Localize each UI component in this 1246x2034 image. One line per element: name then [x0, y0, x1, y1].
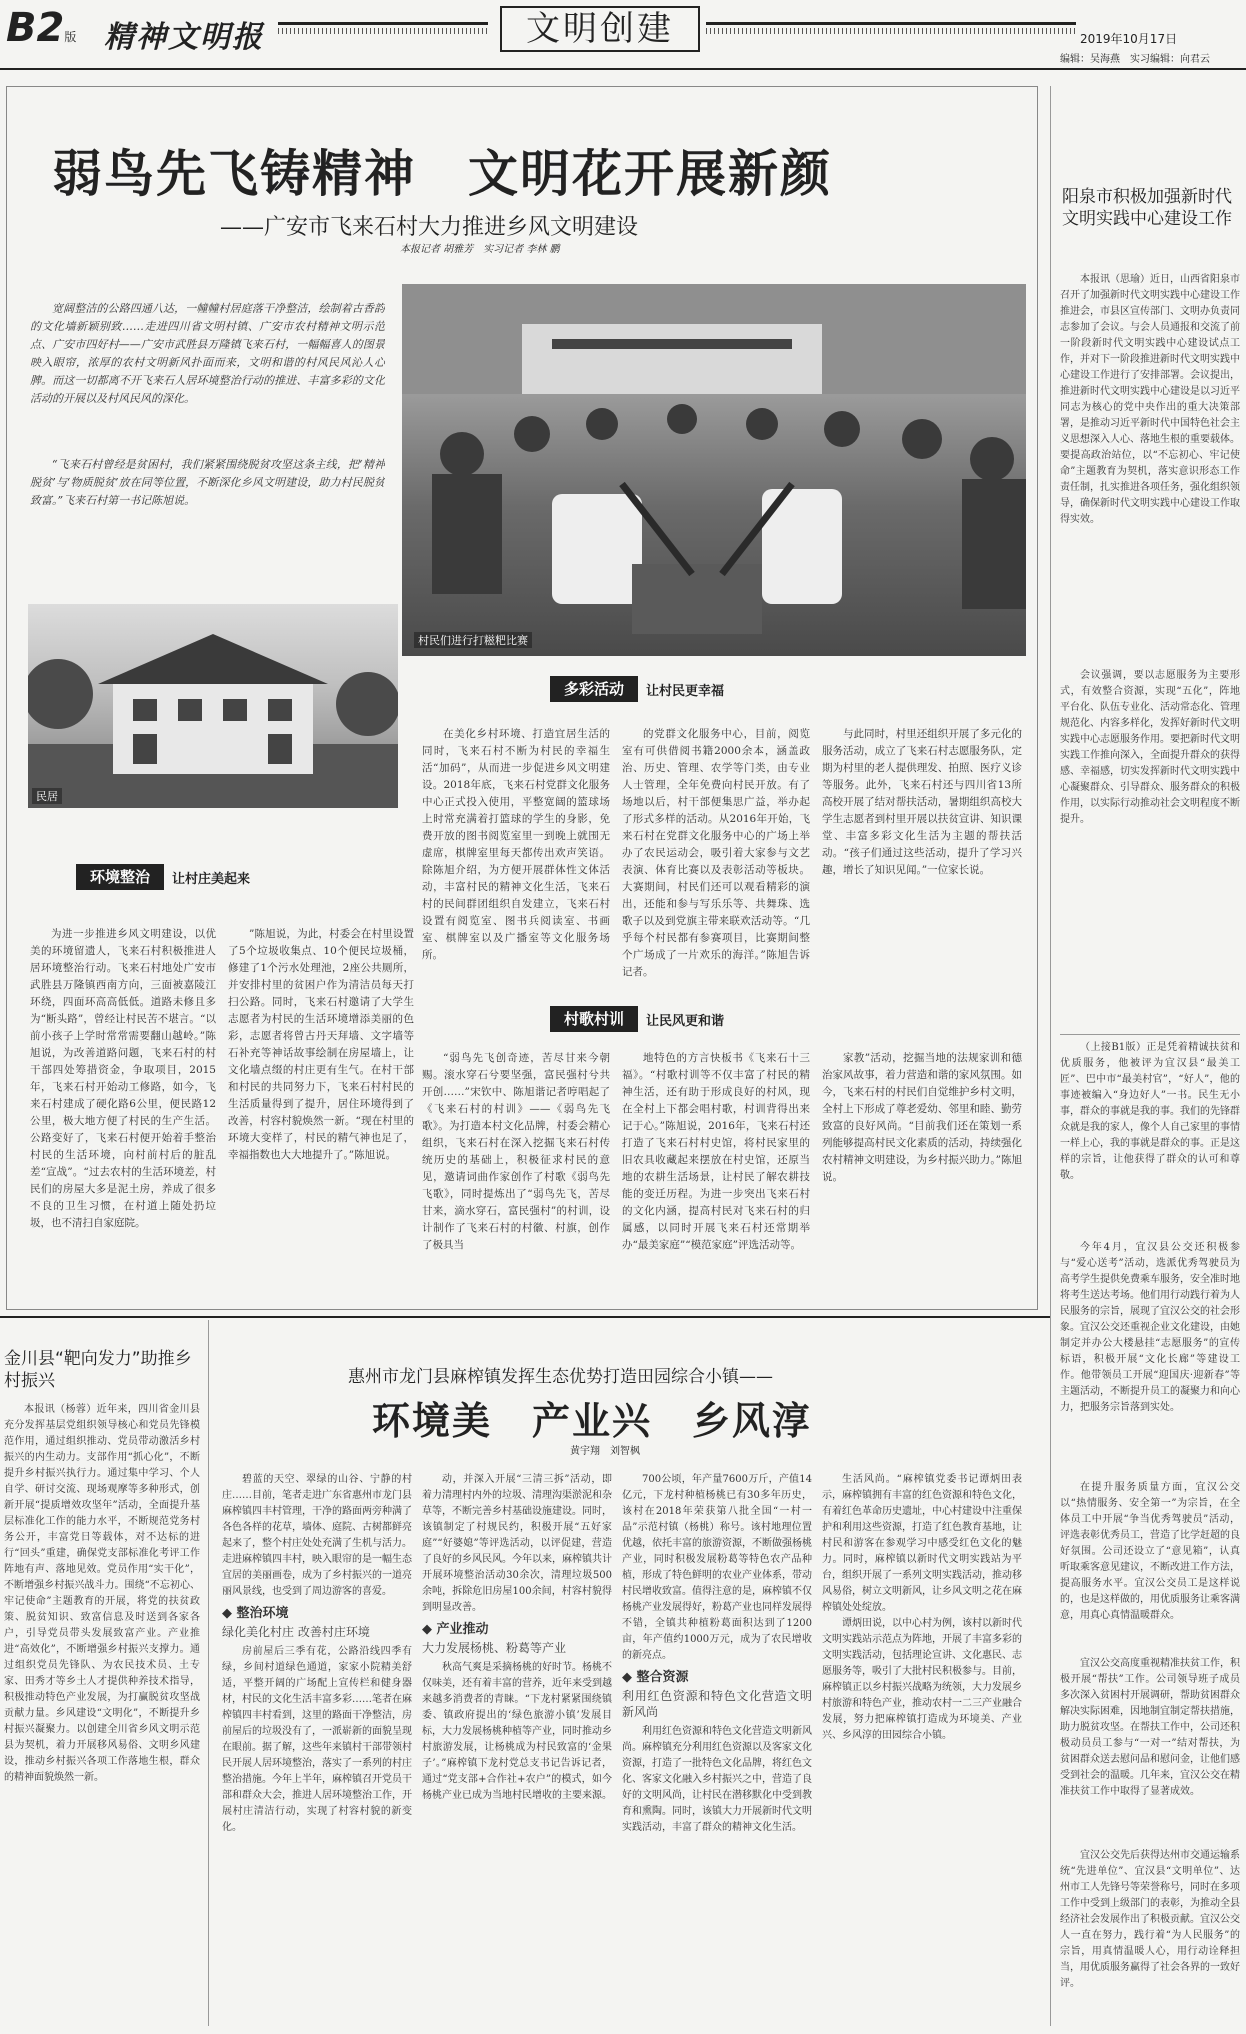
section-tag-label: 多彩活动: [550, 676, 638, 702]
right-body-4: [1060, 1240, 1240, 1480]
right-paragraph-4: 今年4月，宜汉县公交还积极参与“爱心送考”活动，选派优秀驾驶员为高考学生提供免费乘车服务，安全准时地将考生送达考场。他们用行动践行着为人民服务的宗旨，展现了宜汉公交的社会形象。宜汉公交还重视企业文化建设，由她制定并办公大楼悬挂“志愿服务”的宣传标语，积极开展“文化长廊”等建设工作。他带领员工开展“迎国庆·迎新春”等主题活动，不断提升员工的凝聚力和向心力，把服务宗旨落到实处。: [1060, 1242, 1240, 1413]
lower-left-rule: [208, 1320, 209, 2026]
bottom-kicker: 惠州市龙门县麻榨镇发挥生态优势打造田园综合小镇——: [348, 1367, 773, 1387]
main-byline: 本报记者 胡雅芳 实习记者 李林 鹏: [400, 244, 560, 255]
right-body-5: [1060, 1480, 1240, 1656]
env-column-1: [30, 926, 216, 1296]
section-tag-environment: [76, 864, 250, 890]
activities-paragraph-1: 在美化乡村环境、打造宜居生活的同时，飞来石村不断为村民的幸福生活“加码”，从而进一步促进乡风文明建设。2018年底，飞来石村党群文化服务中心正式投入使用，平整宽阔的篮球场上时常充满着打篮球的学生的身影，免费开放的图书阅览室里一到晚上就围无虚席，棋牌室里每天都传出欢声笑语。除陈旭介绍，为方便开展群体性文体活动，丰富村民的精神文化生活，飞来石村的民间群团组织自发建立，飞来石村设置有阅览室、图书兵阅读室、书画室、棋牌室以及广播室等文化服务场所。: [422, 728, 610, 961]
bottom-col1-paragraph-2: 房前屋后三季有花，公路沿线四季有绿，乡间村道绿色通道，家家小院精美舒适，平整开阔的广场配上宣传栏和健身器材，村民的文化生活丰富多彩……笔者在麻榨镇四丰村看到，这里的路面干净整洁，房前屋后的垃圾没有了，一派崭新的面貌呈现在眼前。据了解，这些年来镇村干部带领村民开展人居环境整治，落实了一系列的村庄整治措施。今年上半年，麻榨镇召开党员干部和群众大会，推进人居环境整治工作，开展村庄清洁行动，实现了村容村貌的新变化。: [222, 1646, 412, 1833]
bottom-col4-paragraph-1: 生活风尚。“麻榨镇党委书记谭炳田表示，麻榨镇拥有丰富的红色资源和特色文化，有着红色革命历史遗址，中心村建设中注重保护和利用这些资源，打造了红色教育基地，让村民和游客在参观学习中感受红色文化的魅力。同时，麻榨镇以新时代文明实践站为平台，组织开展了一系列文明实践活动，推动移风易俗，树立文明新风，让乡风文明之花在麻榨镇处处绽放。: [822, 1474, 1022, 1613]
activities-paragraph-3: 与此同时，村里还组织开展了多元化的服务活动，成立了飞来石村志愿服务队，定期为村里的老人提供理发、拍照、医疗义诊等服务。此外，飞来石村还与四川省13所高校开展了结对帮扶活动，暑期组织高校大学生志愿者到村里开展以扶贫宣讲、知识课堂、丰富多彩文化生活为主题的帮扶活动。“孩子们通过这些活动，提升了学习兴趣，增长了知识见闻。”一位家长说。: [822, 728, 1022, 876]
right-body-7: [1060, 1848, 1240, 2024]
right-body-6: [1060, 1656, 1240, 1848]
main-lead: [30, 300, 385, 450]
bottom-subhead-1-line: 绿化美化村庄 改善村庄环境: [222, 1625, 370, 1639]
main-lead-2: [30, 456, 385, 540]
bottom-column-1: [222, 1472, 412, 2022]
env-paragraph-2: ”陈旭说，为此，村委会在村里设置了5个垃圾收集点、10个便民垃圾桶，修建了1个污水处理池，2座公共厕所，并安排村里的贫困户作为清洁员每天打扫公路。同时，飞来石村邀请了大学生志愿者为村民的生活环境增添美丽的色彩，志愿者将曾古丹天拜墙、文字墙等石补充等神话故事绘制在房屋墙上，让文化墙点缀的村庄更有生气。在村干部和村民的共同努力下，飞来石村村民的生活质量得到了提升，居住环境得到了改善，村容村貌焕然一新。“现在村里的环境大变样了，村民的精气神也足了，幸福指数也大大地提升了。”陈旭说。: [228, 928, 414, 1161]
bottom-subhead-2-text: 产业推动: [436, 1622, 489, 1637]
lower-rule: [0, 1316, 1050, 1318]
right-paragraph-7: 宜汉公交先后获得达州市交通运输系统“先进单位”、宜汉县“文明单位”、达州市工人先锋号等荣誉称号，同时在多项工作中受到上级部门的表彰，为推动全县经济社会发展作出了积极贡献。宜汉公交人一直在努力，践行着“为人民服务”的宗旨，用真情温暖人心，用行动诠释担当，用优质服务赢得了社会各界的一致好评。: [1060, 1850, 1240, 1989]
issue-date: 2019年10月17日: [1080, 32, 1178, 46]
photo2-caption: 民居: [32, 788, 62, 804]
bottom-subhead-3: ◆ 整合资源: [622, 1670, 689, 1685]
bottom-subhead-2-line: 大力发展杨桃、粉葛等产业: [422, 1641, 567, 1655]
right-body-1: [1060, 272, 1240, 668]
bottom-byline: 黄宇翔 刘智枫: [570, 1446, 640, 1457]
header-rule-right: [706, 22, 1076, 25]
main-headline: 弱鸟先飞铸精神 文明花开展新颜: [52, 144, 832, 203]
left-headline: 金川县“靶向发力”助推乡村振兴: [4, 1349, 192, 1391]
bottom-column-4: [822, 1472, 1022, 2022]
header-rule-left: [278, 22, 488, 25]
activities-column-2: [622, 726, 810, 996]
house-illustration: [28, 604, 398, 808]
page-code: B2: [6, 5, 65, 51]
bottom-col2-paragraph-2: 秋高气爽是采摘杨桃的好时节。杨桃不仅味美，还有着丰富的营养，近年来受到越来越多消费者的青睐。“下龙村紧紧围绕镇委、镇政府提出的‘绿色旅游小镇’发展目标，大力发展杨桃种植等产业，同时推动乡村旅游发展，让杨桃成为村民致富的‘金果子’。”麻榨镇下龙村党总支书记告诉记者，通过“党支部+合作社+农户”的模式，如今杨桃产业已成为当地村民增收的主要来源。: [422, 1662, 612, 1801]
header-hatch: [278, 28, 488, 34]
lead-paragraph-2: “飞来石村曾经是贫困村，我们紧紧围绕脱贫攻坚这条主线，把‘精神脱贫’与‘物质脱贫’放在同等位置，不断深化乡风文明建设，助力村民脱贫致富。”飞来石村第一书记陈旭说。: [30, 458, 385, 507]
section-tag-sub: 让村庄美起来: [172, 871, 251, 887]
bottom-subhead-2: ◆ 产业推动: [422, 1622, 489, 1637]
song-column-1: [422, 1050, 610, 1300]
section-tag-sub: 让民风更和谐: [646, 1013, 725, 1029]
page-header: [0, 0, 1246, 68]
right-paragraph-5: 在提升服务质量方面，宜汉公交以“热情服务、安全第一”为宗旨，在全体员工中开展“争当优秀驾驶员”活动，评选表彰优秀员工，营造了比学赶超的良好氛围。公司还设立了“意见箱”，认真听取乘客意见建议，不断改进工作方法，提高服务水平。宜汉公交员工是这样说的，也是这样做的，用优质服务让乘客满意，用真心真情温暖群众。: [1060, 1482, 1240, 1621]
section-tag-activities: [550, 676, 724, 702]
right-headline: 阳泉市积极加强新时代文明实践中心建设工作: [1062, 187, 1232, 229]
page-code-suffix: 版: [64, 30, 77, 44]
song-paragraph-3: 家教”活动，挖掘当地的法规家训和德治家风故事，着力营造和谐的家风氛围。如今，飞来石村的村民们自觉维护乡村文明，全村上下形成了尊老爱幼、邻里和睦、勤劳致富的良好风尚。“目前我们还在策划一系列能够提高村民文化素质的活动，持续强化农村精神文明建设，为乡村振兴助力。”陈旭说。: [822, 1052, 1022, 1183]
bottom-col3-paragraph-2: 利用红色资源和特色文化营造文明新风尚。麻榨镇充分利用红色资源以及客家文化资源，打造了一批特色文化品牌，将红色文化、客家文化融入乡村振兴之中，营造了良好的文明风尚，让村民在潜移默化中受到教育和熏陶。同时，该镇大力开展新时代文明实践活动，丰富了群众的精神文化生活。: [622, 1726, 812, 1833]
bottom-column-3: [622, 1472, 812, 2022]
editors: 编辑：吴海燕 实习编辑：向君云: [1060, 54, 1210, 65]
song-paragraph-2: 地特色的方言快板书《飞来石十三福》。“村歌村训等不仅丰富了村民的精神生活，还有助于形成良好的村风，现在全村上下都会唱村歌，村训背得出来记于心。”陈旭说，2016年，飞来石村还打造了飞来石村村史馆，将村民家里的旧农具收藏起来摆放在村史馆，还原当地的农耕生活场景，让村民了解农耕技能的变迁历程。为进一步突出飞来石村的文化内涵，提高村民对飞来石村的归属感，以同时开展飞来石村还常期举办“最美家庭”“模范家庭”评选活动等。: [622, 1052, 810, 1251]
paper-name: 精神文明报: [104, 20, 264, 55]
activities-column-1: [422, 726, 610, 996]
photo1-caption: 村民们进行打糍粑比赛: [414, 632, 532, 648]
lead-paragraph-1: 宽阔整洁的公路四通八达，一幢幢村居庭落干净整洁，绘制着古香韵的文化墙新颖别致……走进四川省文明村镇、广安市农村精神文明示范点、广安市四好村——广安市武胜县万隆镇飞来石村，一幅幅喜人的图景映入眼帘，浓厚的农村文明新风扑面而来，文明和谐的村风民风沁人心脾。而这一切都离不开飞来石人居环境整治行动的推进、丰富多彩的文化活动的开展以及村风民风的深化。: [30, 302, 385, 405]
bottom-col2-paragraph-1: 动，并深入开展“三清三拆”活动，即着力清理村内外的垃圾、清理沟渠淤泥和杂草等，不断完善乡村基础设施建设。同时，该镇制定了村规民约，积极开展“五好家庭”“好婆媳”等评选活动，以评促建，营造了良好的乡风民风。今年以来，麻榨镇共计开展环境整治活动30余次，清理垃圾500余吨，拆除危旧房屋100余间，村容村貌得到明显改善。: [422, 1474, 612, 1613]
left-body: [4, 1402, 200, 2022]
bottom-subhead-1-text: 整治环境: [236, 1606, 289, 1621]
left-paragraph: 本报讯（杨蓉）近年来，四川省金川县充分发挥基层党组织领导核心和党员先锋模范作用，通过组织推动、党员带动激活乡村振兴的内生动力。支部作用“抓心化”，不断提升乡村振兴执行力。通过集中学习、个人自学、研讨交流、现场观摩等多种形式，创新开展“提质增效攻坚年”活动，全面提升基层标准化工作的能力水平，不断规范党务村务公开，丰富党日等载体，对不达标的进行“回头”重建，确保党支部标准化考评工作阵地有声、落地见效。党员作用“实干化”，不断增强乡村振兴战斗力。围绕“不忘初心、牢记使命”主题教育的开展，将党的扶贫政策、脱贫知识、致富信息及时送到各家各户，引导党员带头发展致富产业。产业推进“高效化”，不断增强乡村振兴支撑力。通过组织党员先锋队、为农民技术员、土专家、田秀才等乡土人才提供种养技术指导，积极推动特色产业发展，为打赢脱贫攻坚战贡献力量。乡风建设“文明化”，不断提升乡村振兴凝聚力。以创建全川省乡风文明示范县为契机，着力开展移风易俗、文明乡风建设，推动乡村振兴各项工作落地生根，群众的精神面貌焕然一新。: [4, 1404, 200, 1783]
song-paragraph-1: “弱鸟先飞创奇迹，苦尽甘来今朝赐。滚水穿石兮要坚强，富民强村兮共开创……”宋钦中、陈旭谐记者哼唱起了《飞来石村的村训》——《弱鸟先飞歌》。为打造本村文化品牌，村委会精心组织，飞来石村在深入挖掘飞来石村传统历史的基础上，积极征求村民的意见，邀请词曲作家创作了村歌《弱鸟先飞歌》，同时提炼出了“弱鸟先飞，苦尽甘来，滴水穿石，富民强村”的村训，设计制作了飞来石村的村徽、村旗，创作了极具当: [422, 1052, 610, 1251]
right-paragraph-6: 宜汉公交高度重视精准扶贫工作，积极开展“帮扶”工作。公司领导班子成员多次深入贫困村开展调研，帮助贫困群众解决实际困难，因地制宜制定帮扶措施，助力脱贫攻坚。在帮扶工作中，公司还积极动员员工参与“一对一”结对帮扶，为贫困群众送去慰问品和慰问金，让他们感受到社会的温暖。几年来，宜汉公交在精准扶贫工作中取得了显著成效。: [1060, 1658, 1240, 1797]
bottom-col4-paragraph-2: 谭炳田说，以中心村为例，该村以新时代文明实践站示范点为阵地，开展了丰富多彩的文明实践活动，包括理论宣讲、文化惠民、志愿服务等，吸引了大批村民积极参与。目前，麻榨镇正以乡村振兴战略为统领，大力发展乡村旅游和特色产业，推动农村一二三产业融合发展，努力把麻榨镇打造成为环境美、产业兴、乡风淳的田园综合小镇。: [822, 1618, 1022, 1741]
bottom-subhead-3-text: 整合资源: [636, 1670, 689, 1685]
song-column-3: [822, 1050, 1022, 1300]
photo-village-house: [28, 604, 398, 808]
right-body-2: [1060, 668, 1240, 1028]
right-column-rule: [1050, 86, 1051, 2026]
env-paragraph-1: 为进一步推进乡风文明建设，以优美的环境留遗人，飞来石村积极推进人居环境整治行动。飞来石村地处广安市武胜县万隆镇西南方向，三面被嘉陵江环绕，四面环高高低低。道路未修且多为“断头路”，曾经让村民苦不堪言。“以前小孩子上学时常常需要翻山越岭。”陈旭说，为改善道路问题，飞来石村的村干部四处筹措资金，争取项目，2015年，飞来石村开始动工修路，如今，飞来石村建成了硬化路6公里，便民路12公里，极大地方便了村民的生产生活。公路变好了，飞来石村便开始着手整治村民的生活环境，向村前村后的脏乱差“宣战”。“过去农村的生活环境差，村民们的房屋大多是泥土房，养成了很多不良的卫生习惯，在村道上随处扔垃圾，也不清扫自家庭院。: [30, 928, 216, 1229]
photo-rice-cake-competition: [402, 284, 1026, 656]
header-bottom-rule: [0, 68, 1246, 70]
right-paragraph-2: 会议强调，要以志愿服务为主要形式，有效整合资源，实现“五化”，阵地平台化、队伍专业化、活动常态化、管理规范化、内容多样化，发挥好新时代文明实践中心志愿服务作用。要把新时代文明实践工作推向深入，全面提升群众的获得感、幸福感，切实发挥新时代文明实践中心凝聚群众、引导群众、服务群众的积极作用，以实际行动推动社会文明程度不断提升。: [1060, 670, 1240, 825]
song-column-2: [622, 1050, 810, 1300]
bottom-headline: 环境美 产业兴 乡风淳: [372, 1398, 813, 1443]
right-paragraph-3: （上接B1版）正是凭着精诚扶贫和优质服务，他被评为宜汉县“最美工匠”、巴中市“最美村官”，“好人”，他的事迹被编入“身边好人”一书。民生无小事，群众的事就是我的事。我们的先锋群众就是我的家人，像个人自己家里的事情一样上心，我的事就是群众的事。正是这样的宗旨，让他获得了群众的认可和尊敬。: [1060, 1042, 1240, 1181]
right-paragraph-1: 本报讯（思瑜）近日，山西省阳泉市召开了加强新时代文明实践中心建设工作推进会，市县区宣传部门、文明办负责同志参加了会议。与会人员通报和交流了前一阶段新时代文明实践中心建设试点工作，并对下一阶段推进新时代文明实践中心建设工作进行了安排部署。会议提出，推进新时代文明实践中心建设是以习近平同志为核心的党中央作出的重大决策部署，是推动习近平新时代中国特色社会主义思想深入人心、落地生根的重要载体。要提高政治站位，以“不忘初心、牢记使命”主题教育为契机，落实意识形态工作责任制，扎实推进各项任务，强化组织领导，确保新时代文明实践中心建设工作取得实效。: [1060, 274, 1240, 525]
section-tag-village-song: [550, 1006, 724, 1032]
bottom-col3-paragraph-1: 700公顷，年产量7600万斤，产值14亿元，下龙村种植杨桃已有30多年历史，该村在2018年荣获第八批全国“一村一品”示范村镇（杨桃）称号。该村地理位置优越，依托丰富的旅游资源，不断做强杨桃产业，同时积极发展粉葛等特色农产品种植，形成了特色鲜明的农业产业体系，带动村民增收致富。值得注意的是，麻榨镇不仅杨桃产业发展得好，粉葛产业也同样发展得不错，全镇共种植粉葛面积达到了1200亩，年产值约1000万元，成为了农民增收的新亮点。: [622, 1474, 812, 1661]
activities-paragraph-2: 的党群文化服务中心，目前，阅览室有可供借阅书籍2000余本，涵盖政治、历史、管理、农学等门类，由专业人士管理，全年免费向村民开放。有了场地以后，村干部便集思广益，举办起了形式多样的活动。从2016年开始，飞来石村在党群文化服务中心的广场上举办了农民运动会，吸引着大家参与文艺表演、体育比赛以及表彰活动等板块。大赛期间，村民们还可以观看精彩的演出，还能和参与写乐乐等、共舞珠、选歌子以及到党旗主带来联欢活动等。“几乎每个村民都有参赛项目，比赛期间整个广场成了一片欢乐的海洋。”陈旭告诉记者。: [622, 728, 810, 978]
activities-column-3: [822, 726, 1022, 996]
bottom-column-2: [422, 1472, 612, 2022]
section-tag-label: 村歌村训: [550, 1006, 638, 1032]
bottom-col1-paragraph-1: 碧蓝的天空、翠绿的山谷、宁静的村庄……目前，笔者走进广东省惠州市龙门县麻榨镇四丰村管理，干净的路面两旁种满了各色各样的花草，墙体、庭院、古树都鲜亮起来了，整个村庄处处充满了生机与活力。走进麻榨镇四丰村，映入眼帘的是一幅生态宜居的美丽画卷，成为了乡村振兴的一道亮丽风景线，也受到了周边游客的喜爱。: [222, 1474, 412, 1597]
section-title: 文明创建: [500, 6, 700, 52]
env-column-2: [228, 926, 414, 1296]
bottom-subhead-1: ◆ 整治环境: [222, 1606, 289, 1621]
right-divider: [1060, 1034, 1240, 1035]
main-subheadline: ——广安市飞来石村大力推进乡风文明建设: [220, 215, 639, 240]
right-body-3: [1060, 1040, 1240, 1240]
section-tag-sub: 让村民更幸福: [646, 683, 725, 699]
header-hatch-right: [706, 28, 1076, 34]
photo-illustration: [402, 284, 1026, 656]
bottom-subhead-3-line: 利用红色资源和特色文化营造文明新风尚: [622, 1689, 812, 1719]
section-tag-label: 环境整治: [76, 864, 164, 890]
